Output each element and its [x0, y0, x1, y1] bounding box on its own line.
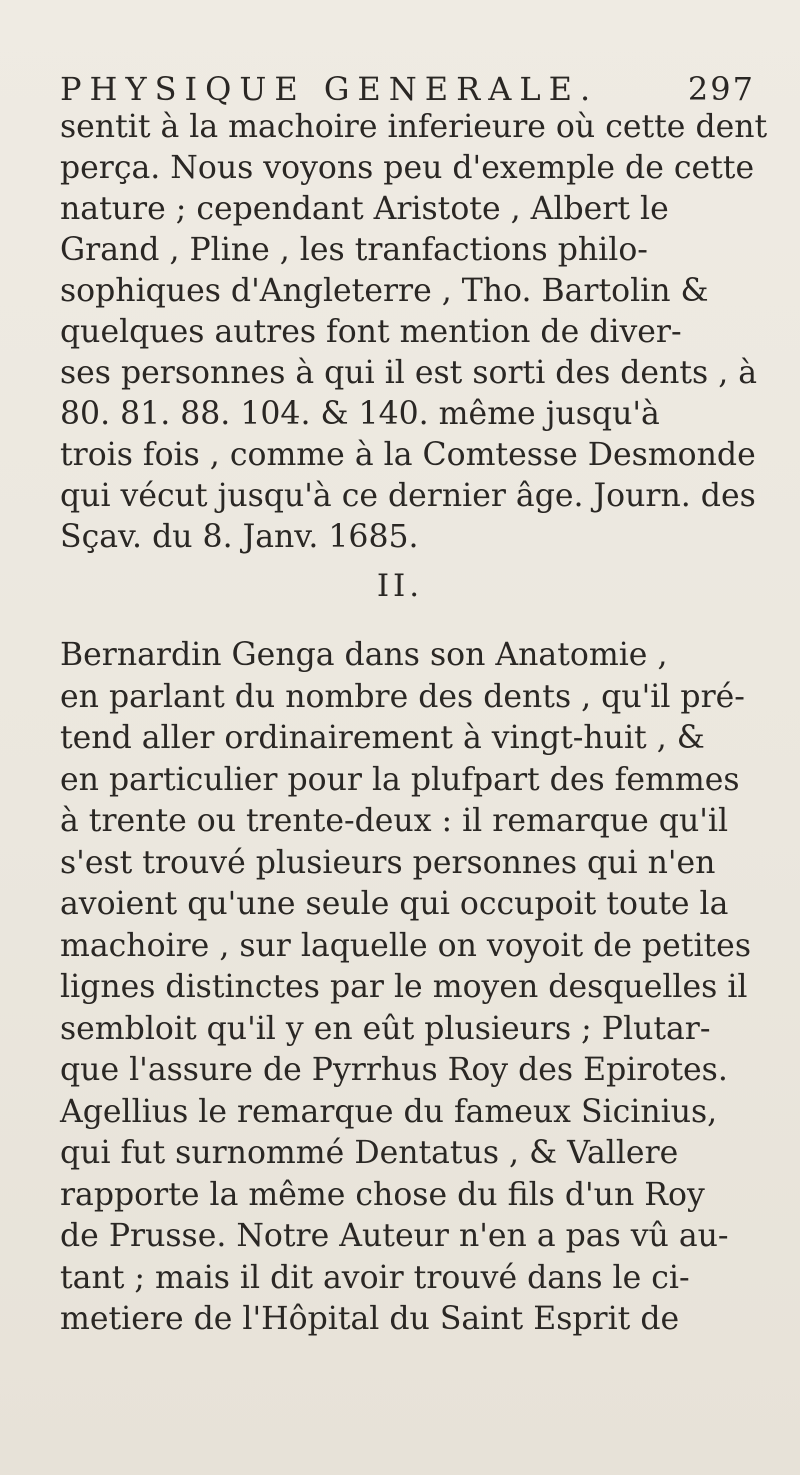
text-line: qui vécut jusqu'à ce dernier âge. Journ. des: [60, 478, 756, 514]
text-line: ses personnes à qui il est sorti des dents , à: [60, 355, 757, 391]
text-line: en parlant du nombre des dents , qu'il pré-: [60, 678, 745, 715]
text-line: de Prusse. Notre Auteur n'en a pas vû au-: [60, 1218, 729, 1254]
text-line: s'est trouvé plusieurs personnes qui n'en: [60, 844, 716, 881]
text-line: qui fut surnommé Dentatus , & Vallere: [60, 1135, 679, 1171]
text-line: à trente ou trente-deux : il remarque qu'il: [60, 803, 729, 839]
text-line: avoient qu'une seule qui occupoit toute la: [60, 886, 729, 922]
text-line: nature ; cependant Aristote , Albert le: [60, 191, 669, 227]
running-title: PHYSIQUE GENERALE.: [60, 70, 599, 108]
section-number: II.: [376, 568, 424, 604]
text-line: que l'assure de Pyrrhus Roy des Epirotes.: [60, 1052, 728, 1088]
text-line: en particulier pour la plufpart des femmes: [60, 761, 740, 798]
text-line: trois fois , comme à la Comtesse Desmonde: [60, 437, 756, 473]
text-line: tant ; mais il dit avoir trouvé dans le ci-: [60, 1259, 690, 1296]
text-line: metiere de l'Hôpital du Saint Esprit de: [60, 1301, 680, 1337]
text-line: Sçav. du 8. Janv. 1685.: [60, 519, 419, 555]
page-number: 297: [687, 70, 755, 108]
text-line: sophiques d'Angleterre , Tho. Bartolin &: [60, 273, 709, 309]
text-line: Agellius le remarque du fameux Sicinius,: [60, 1093, 718, 1130]
text-line: perça. Nous voyons peu d'exemple de cette: [60, 150, 755, 186]
text-line: tend aller ordinairement à vingt-huit , &: [60, 720, 705, 756]
text-line: Grand , Pline , les tranfactions philo-: [60, 232, 648, 268]
text-line: sembloit qu'il y en eût plusieurs ; Plutar-: [60, 1010, 711, 1047]
text-line: 80. 81. 88. 104. & 140. même jusqu'à: [60, 396, 660, 432]
text-line: Bernardin Genga dans son Anatomie ,: [60, 637, 668, 673]
text-line: sentit à la machoire inferieure où cette dent: [60, 109, 768, 145]
text-line: machoire , sur laquelle on voyoit de petites: [60, 927, 751, 964]
text-line: lignes distinctes par le moyen desquelles il: [60, 969, 748, 1005]
text-line: quelques autres font mention de diver-: [60, 314, 682, 350]
text-line: rapporte la même chose du fils d'un Roy: [60, 1176, 705, 1213]
